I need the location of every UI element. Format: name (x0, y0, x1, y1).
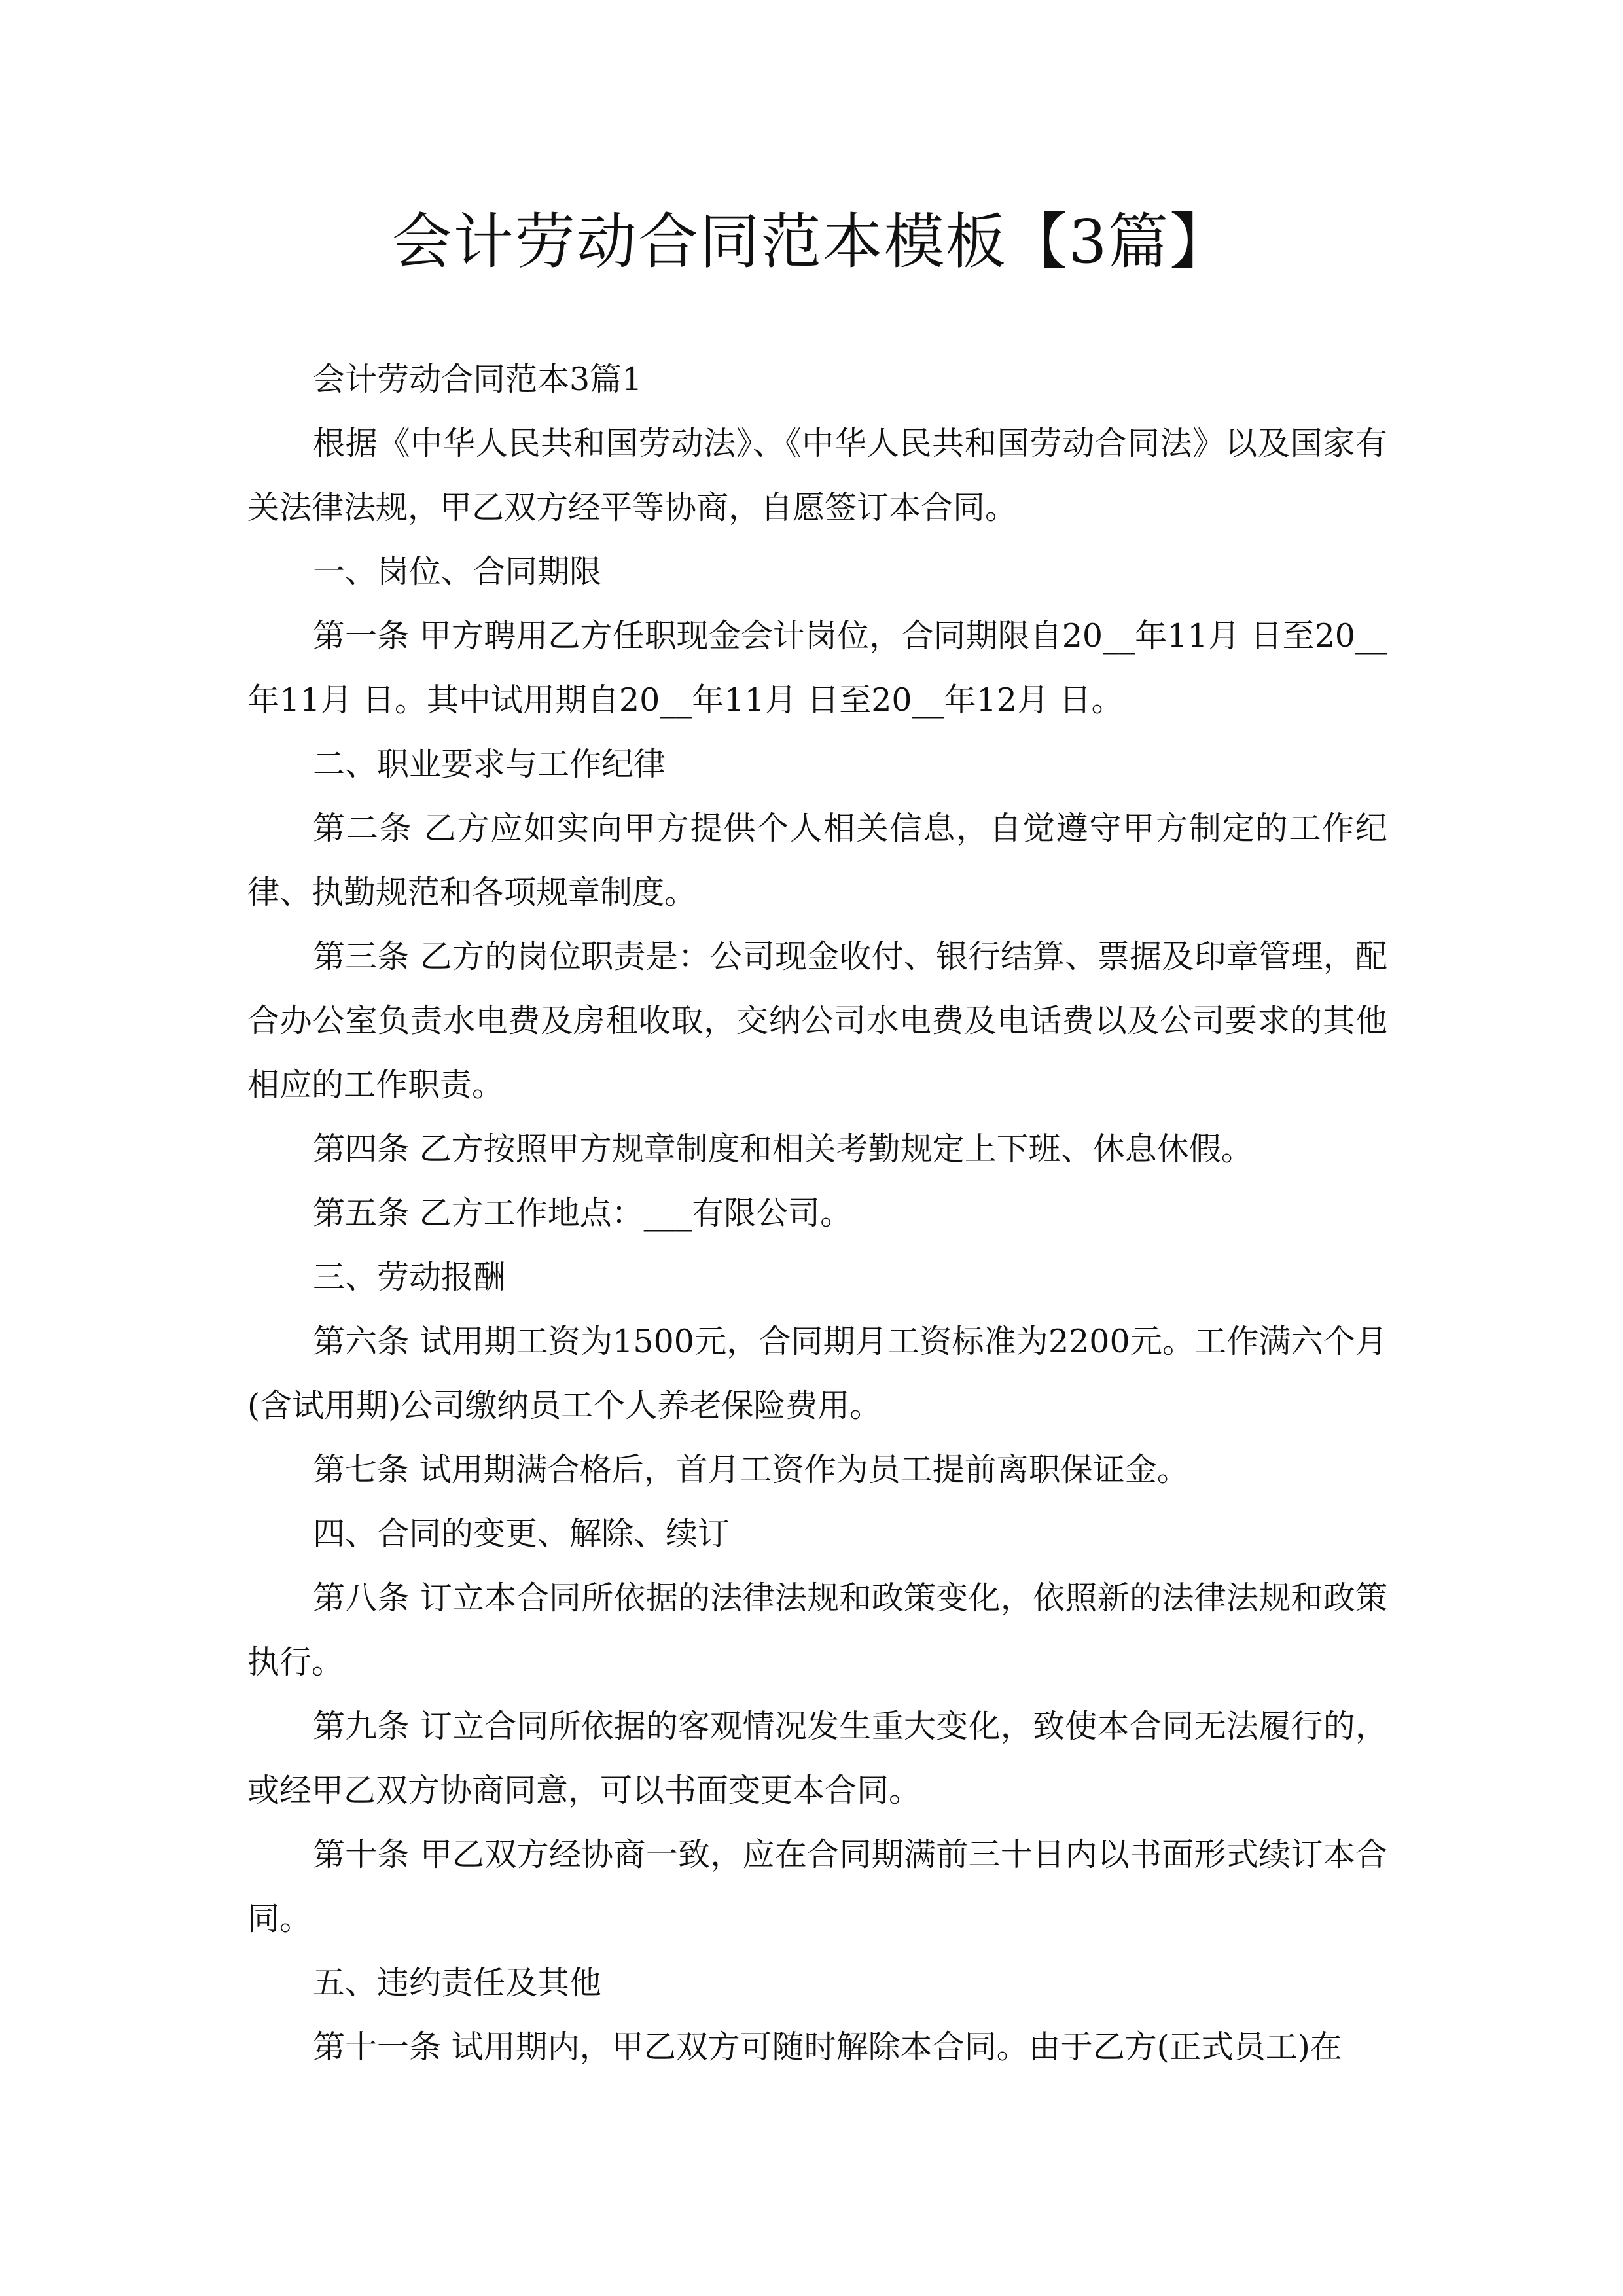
article-11: 第十一条 试用期内，甲乙双方可随时解除本合同。由于乙方(正式员工)在 (313, 2028, 1342, 2066)
article-7: 第七条 试用期满合格后，首月工资作为员工提前离职保证金。 (313, 1451, 1189, 1488)
document-body (247, 348, 1387, 2079)
section-heading-4: 四、合同的变更、解除、续订 (313, 1515, 730, 1552)
section-heading-5: 五、违约责任及其他 (313, 1964, 602, 2001)
document-title: 会计劳动合同范本模板【3篇】 (391, 207, 1232, 277)
article-4: 第四条 乙方按照甲方规章制度和相关考勤规定上下班、休息休假。 (313, 1130, 1253, 1168)
article-1: 第一条 甲方聘用乙方任职现金会计岗位，合同期限自20__年11月 日至20__年11月 日。其中试用期自20__年11月 日至20__年12月 日。 (247, 617, 1387, 719)
article-8: 第八条 订立本合同所依据的法律法规和政策变化，依照新的法律法规和政策执行。 (247, 1579, 1387, 1681)
section-heading-2: 二、职业要求与工作纪律 (313, 745, 666, 783)
section-heading-1: 一、岗位、合同期限 (313, 553, 602, 590)
article-6: 第六条 试用期工资为1500元，合同期月工资标准为2200元。工作满六个月(含试用期)公司缴纳员工个人养老保险费用。 (247, 1323, 1387, 1424)
article-2: 第二条 乙方应如实向甲方提供个人相关信息，自觉遵守甲方制定的工作纪律、执勤规范和各项规章制度。 (247, 810, 1387, 911)
article-9: 第九条 订立合同所依据的客观情况发生重大变化，致使本合同无法履行的，或经甲乙双方协商同意，可以书面变更本合同。 (247, 1708, 1387, 1809)
article-3: 第三条 乙方的岗位职责是：公司现金收付、银行结算、票据及印章管理，配合办公室负责水电费及房租收取，交纳公司水电费及电话费以及公司要求的其他相应的工作职责。 (247, 938, 1387, 1103)
article-5: 第五条 乙方工作地点：___有限公司。 (313, 1194, 853, 1232)
subtitle: 会计劳动合同范本3篇1 (313, 361, 643, 398)
section-heading-3: 三、劳动报酬 (313, 1259, 506, 1296)
paragraph-intro: 根据《中华人民共和国劳动法》、《中华人民共和国劳动合同法》以及国家有关法律法规，甲乙双方经平等协商，自愿签订本合同。 (247, 425, 1387, 526)
article-10: 第十条 甲乙双方经协商一致，应在合同期满前三十日内以书面形式续订本合同。 (247, 1836, 1387, 1937)
